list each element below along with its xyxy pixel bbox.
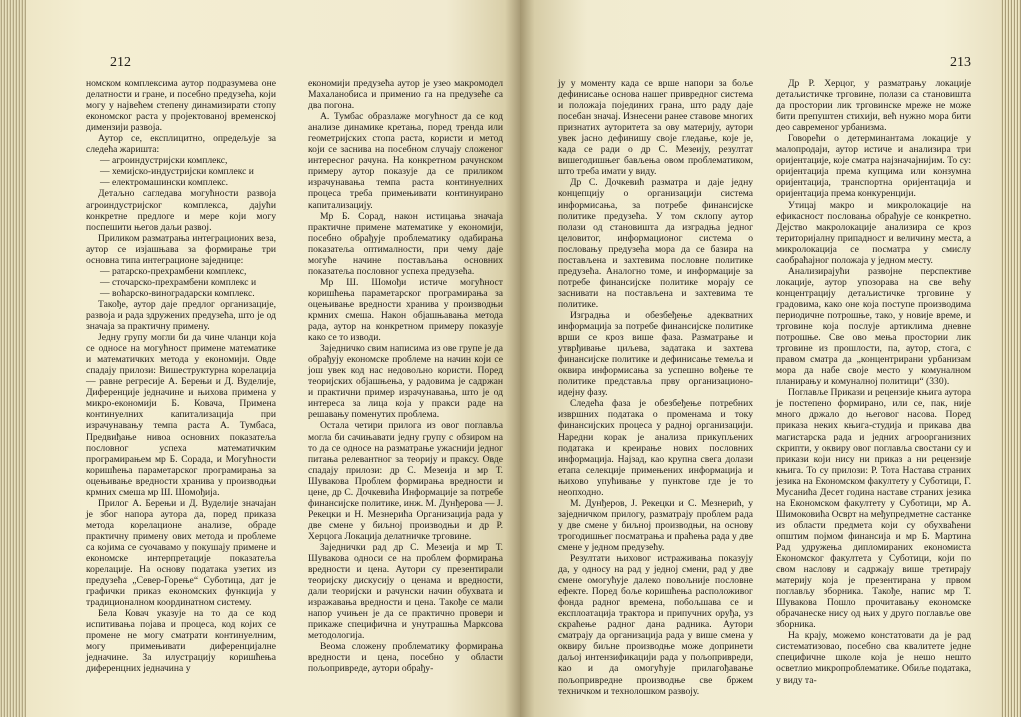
paragraph: Прилог А. Берењи и Д. Вуделије значајан је због напора аутора да, поред приказа метода корелационе анализе, обраде практичну примену ових метода и проблеме са којима се суочавамо у покушају примене и економске интерпретације показатеља корелације. На основу података узетих из предузећа „Север-Горење“ Суботица, дат је графички приказ економских функција у традиционалном координатном систему. (86, 497, 276, 609)
list-item: — ратарско-прехрамбени комплекс, (100, 265, 247, 277)
paragraph: Утицај макро и микролокације на ефикасност пословања обрађује се конкретно. Дејство макролокације анализира се кроз територијалну припадност и величину места, а микролокација се посматра у смислу саобраћајног положаја у једном месту. (776, 199, 971, 266)
paragraph: Мр Ш. Шомођи истиче могућност коришћења параметарског програмирања за оцењивање вредности хранива у производњи крмних смеша. Након објашњавања метода рада, аутор на конкретном примеру показује како се то изводи. (308, 276, 503, 344)
right-page-column-2 (776, 78, 971, 686)
page-edges-right (1001, 0, 1021, 717)
list-item: — воћарско-виноградарски комплекс. (100, 287, 255, 299)
paragraph: Једну групу могли би да чине чланци која се односе на могућност примене математике и математичких метода у економији. Овде спадају прилози: Вишеструктурна корелација — равне регресије А. Берењи и Д. Вуделије, Диференције једначине и њихова примена у микро-економији Б. Ковача, Примена континуелних капитализација при израчунавању темпа раста А. Тумбаса, Предвиђање нивоа основних показатеља пословног успеха математичким програмирањем мр Б. Сорада, и Могућности коришћења параметарског програмирања за оцењивање вредности хранива у производњи крмних смеша мр Ш. Шомођија. (86, 332, 276, 498)
paragraph: На крају, можемо констатовати да је рад систематизовао, посебно сва квалитете једне специфичне школе која је нешо нешто осветлио микропроблематике. Обиље података, у виду та- (776, 630, 971, 686)
paragraph: А. Тумбас образлаже могућност да се код анализе динамике кретања, поред тренда или геометријских стопа раста, користи и метод који се заснива на посебном случају сложеног интересног рачуна. На конкретном рачунском примеру аутор показује да се приликом израчунавања темпа раста континуелних процеса треба примењивати континуирано капитализацију. (308, 111, 503, 211)
page-number-left: 212 (110, 55, 131, 70)
paragraph: Заједнички рад др С. Мезеија и мр Т. Шуваковa односи се на проблем формирања вредности и цена. Аутори су презентирали теоријску дискусију о ценама и вредности, дали теоријски и рачунски начин обухвата и изражавања вредности и цена. Такође се мали напор учињен је да се практично провери и прикаже специфична и унутрашња Марксова методологија. (308, 541, 503, 642)
list-item: — агроиндустријски комплекс, (100, 155, 228, 167)
left-page-column-2 (308, 78, 503, 675)
paragraph: Говорећи о детерминантама локације у малопродаји, аутор истиче и анализира три оријентације, које сматра најзначајнијим. То су: оријентација према купцима или конзумна оријентација, транспортна оријентација и оријентација према конкуренцији. (776, 133, 972, 200)
paragraph: М. Дунђеров, Ј. Рекецки и С. Мезнерић, у заједничком прилогу, разматрају проблем рада у две смене у биљној производњи, на основу трогодишњег посматрања и праћења рада у две смене у једном предузећу. (558, 497, 753, 553)
right-page (520, 0, 1001, 717)
paragraph: Поглавље Прикази и рецензије књига аутора је постепено формирано, или се, пак, није много држало до његовог насова. Поред приказа неких књига-студија и прикава два магистарска рада и једних агроорганизних скрипти, у оквиру овог поглавља свостани су и прикази који нису ни приказ а ни рецензије књига. То су прилози: Р. Тота Настава страних језика на Економском факултету у Суботици, Г. Мусанића Десет година наставе страних језика на Економском факултету у Суботици, мр А. Шимоковића Осврт на међупредметне састанке из области предмета који су обухваћени општим појмом финансија и мр Б. Мартина Рад удружења дипломираних економиста Економског факултета у Суботици, који по свом наслову и садржају више третирају материју која је презентирана у првом поглављу зборника. Такође, напис мр Т. Шуваковa Пошло прочитавању економске обрачанеске нису од њих у друго поглавље ове зборника. (776, 387, 971, 631)
paragraph: Такође, аутор даје предлог организације, развоја и рада здружених предузећа, што је од значаја за практичну примену. (86, 298, 276, 333)
list-item: — електромашински комплекс. (100, 177, 229, 189)
paragraph: ју у моменту када се врше напори за боље дефинисање основа нашег привредног система и положаја појединих грана, што раду даје посебан значај. Изнесени ранее ставове многих признатих ауторитета за ову материју, аутори увек јасно дефинишу своје гледање, које је, када се ради о др С. Мезеију, резултат вишегодишњег бављења овом проблематиком, што треба имати у виду. (558, 78, 753, 178)
paragraph: Др Р. Херцог, у разматрању локације детаљистичке трговине, полази са становишта да простории лик трговинске мреже не може бити препуштен стихији, већ нужно мора бити део савременог урбанизма. (776, 78, 971, 134)
paragraph: Приликом разматрања интеграционих веза, аутор се изјашњава за формирање три основна типа интеграционе заједнице: (86, 232, 276, 266)
paragraph: Детаљно сагледава могућности развоја агроиндустријског комплекса, дајући конкретне предлоге и мере који могу поспешити његов даљи развој. (86, 188, 276, 233)
paragraph: Др С. Дочкевић разматра и даје једну концепцију о организацији система информисања, за потребе финансијске политике предузећа. У том склопу аутор полази од становишта да изградња једног целовитог, информационог система о пословању предузећа мора да се базира на постављена и захтевима пословне политике предузећа. Аналогно томе, и информације за потребе финансијске политике морају се заснивати на постављена и захтевима те политике. (558, 177, 753, 310)
paragraph: Анализирајући развојне перспективе локације, аутор упозорава на све већу концентрацију детаљистичке трговине у градовима, како оне која поступе производима периодичне потрошње, тако, у новије време, и трговине која послује артиклима дневне потрошње. Све ово мења простории лик трговине из прошлости, па, аутор, стога, с правом сматра да „концентрирани урбанизам мора да набе своје место у комуналном планирању и комуналној политици“ (330). (776, 265, 971, 388)
page-edges-left (0, 0, 26, 717)
paragraph: Бела Ковач указује на то да се код испитивања појава и процеса, код којих се промене не могу сматрати континуелним, могу примењивати диференцијалне једначине. За илустрацију коришћења диференцних једначина у (86, 608, 276, 675)
right-page-column-1 (558, 78, 753, 697)
paragraph: Веома сложену проблематику формирања вредности и цена, посебно у области пољопривреде, аутори обрађу- (308, 641, 503, 675)
paragraph: Изградња и обезбеђење адекватних информација за потребе финансијске политике врши се кроз више фаза. Разматрање и утврђивање циљева, задатака и захтева финансијске политике и дефинисање темеља и оквира информисања за успешно вођење те политике представља прву организационо-идејну фазу. (558, 309, 753, 399)
paragraph: номском комплексима аутор подразумева оне делатности и гране, и посебно предузећа, који могу у највећем степену динамизирати стопу економског раста у пројектованој временској димензији развоја. (86, 78, 276, 134)
paragraph: Следећа фаза је обезбеђење потребних извршних података о променама и току финансијских процеса у радној организацији. Наредни корак је анализа прикупљених података и креирање нових пословних информација. Најзад, као крупна свега долази етапа селекције примењених информација и њихово упућивање у пунктове где је то неопходно. (558, 398, 753, 498)
paragraph: Заједничко свим написима из ове групе је да обрађују економске проблеме на начин који се још увек код нас недовољно користи. Поред теоријских објашњења, у радовима је садржан и практични пример израчунавања, што је од интереса за лица која у пракси раде на решавању поменутих проблема. (308, 343, 503, 421)
paragraph: Мр Б. Сорад, након истицања значаја практичне примене математике у економији, посебно обрађује проблематику одабирања показатеља оптималности, при чему даје могуће начине постављања основних показатеља пословног успеха предузећа. (308, 210, 503, 277)
page-number-right: 213 (950, 55, 971, 70)
list-item: — хемијско-индустријски комплекс и (100, 166, 254, 178)
left-page-column-1 (86, 78, 276, 675)
list-item: — сточарско-прехрамбени комплекс и (100, 276, 257, 288)
paragraph: Остала четири прилога из овог поглавља могла би сачињавати једну групу с обзиром на то да се односе на разматрање ужаснији једног питања релевантног за теорију и праксу. Овде спадају прилози: др С. Мезеија и мр Т. Шуваковa Проблем формирања вредности и цене, др С. Дочкевића Информације за потребе финансијске политике, инж. М. Дунђерова — Ј. Рекецки и Н. Мезнерића Организација рада у две смене у биљној производњи и др Р. Херцога Локација делатничке трговине. (308, 420, 503, 542)
left-page (26, 0, 520, 717)
paragraph: Аутор се, експлицитно, опредељује за следећа жаришта: (86, 133, 276, 156)
paragraph: Резултати њиховог истраживања показују да, у односу на рад у једној смени, рад у две смене омогућује далеко повољније пословне ефекте. Поред боље коришћења расположивог фонда радног времена, побољшава се и експлоатација тракторa и припучних оруђа, уз скраћење радног дана радника. Аутори сматрају да организација рада у више смена у оквиру биљне производње може допринети даљој интензификацији рада у пољопривреди, као и да омогућује прилагођавање пољопривредне производње све бржем техничком и технолошком развоју. (558, 553, 753, 697)
paragraph: економији предузећа аутор је узео макромодел Махаланобиса и применио га на предузеће са два погона. (308, 78, 503, 112)
